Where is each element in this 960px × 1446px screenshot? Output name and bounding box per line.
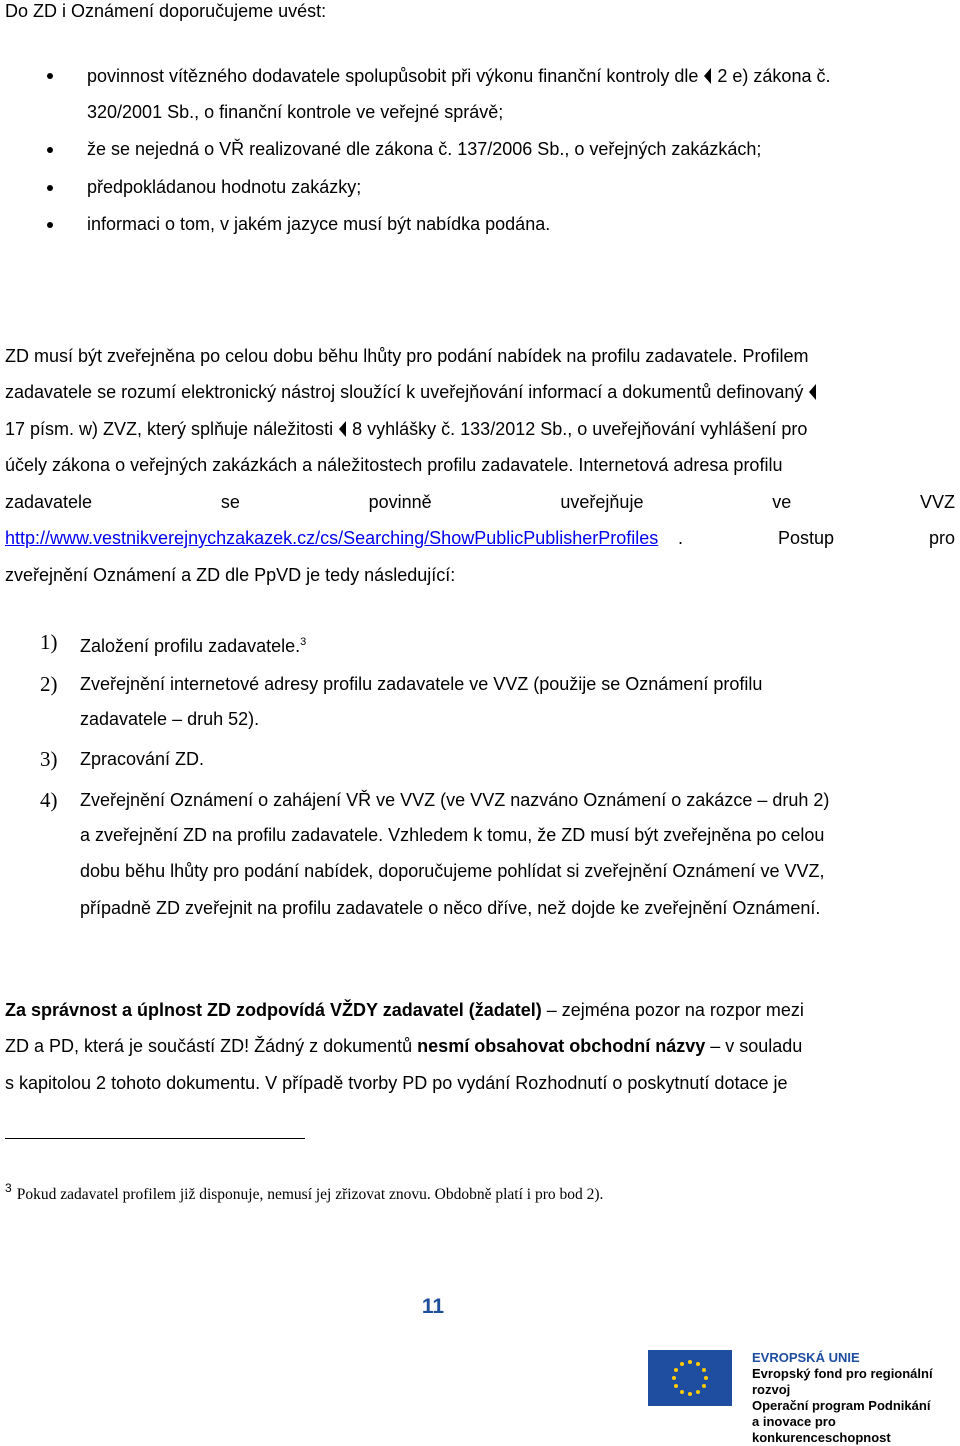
step-text: Zpracování ZD.: [80, 749, 205, 769]
step-text-cont: a zveřejnění ZD na profilu zadavatele. Vzhledem k tomu, že ZD musí být zveřejněna po celou: [80, 825, 825, 845]
step-text: Založení profilu zadavatele.$^3$: [80, 636, 307, 656]
bullet-icon: [47, 185, 53, 191]
para1-line-5: zadavatele se povinně uveřejňuje ve VVZ: [5, 492, 955, 512]
section-sign-icon: [809, 384, 816, 400]
para2-line-2: ZD a PD, která je součástí ZD! Žádný z dokumentů nesmí obsahovat obchodní názvy – v souladu: [5, 1036, 803, 1056]
para1-line-6: http://www.vestnikverejnychzakazek.cz/cs/Searching/ShowPublicPublisherProfiles . Postup pro: [5, 528, 955, 548]
bullet-item-2: že se nejedná o VŘ realizované dle zákona č. 137/2006 Sb., o veřejných zakázkách;: [87, 139, 762, 159]
bullet-icon: [47, 222, 53, 228]
footnote-text: Pokud zadavatel profilem již disponuje, nemusí jej zřizovat znovu. Obdobně platí i pro bod 2).: [16, 1186, 604, 1203]
para1-line-2: zadavatele se rozumí elektronický nástroj sloužící k uveřejňování informací a dokumentů definovaný: [5, 374, 955, 410]
footnote-number: 3: [5, 1181, 12, 1195]
step-text: Zveřejnění Oznámení o zahájení VŘ ve VVZ (ve VVZ nazváno Oznámení o zakázce – druh 2): [80, 790, 830, 810]
profile-link[interactable]: http://www.vestnikverejnychzakazek.cz/cs/Searching/ShowPublicPublisherProfiles: [5, 528, 659, 548]
eu-title: EVROPSKÁ UNIE: [752, 1350, 860, 1365]
page-number: 11: [421, 1295, 445, 1318]
step-text: Zveřejnění internetové adresy profilu zadavatele ve VVZ (použije se Oznámení profilu: [80, 674, 763, 694]
para1-line-1: ZD musí být zveřejněna po celou dobu běhu lhůty pro podání nabídek na profilu zadavatele. Profilem: [5, 346, 809, 366]
step-text-cont: zadavatele – druh 52).: [80, 709, 260, 729]
section-sign-icon: [704, 68, 711, 84]
step-number: 2): [40, 672, 58, 696]
eu-flag-icon: [648, 1350, 732, 1406]
para2-line-3: s kapitolou 2 tohoto dokumentu. V případě tvorby PD po vydání Rozhodnutí o poskytnutí dotace je: [5, 1073, 788, 1093]
footnote-ref[interactable]: 3: [300, 636, 307, 648]
bullet-item-3: předpokládanou hodnotu zakázky;: [87, 177, 362, 197]
eu-line-3: a inovace pro konkurenceschopnost: [752, 1414, 891, 1445]
eu-line-2: Operační program Podnikání: [752, 1398, 931, 1413]
para1-line-3: 17 písm. w) ZVZ, který splňuje náležitosti 8 vyhlášky č. 133/2012 Sb., o uveřejňování vyhlášení pro: [5, 419, 808, 439]
step-number: 1): [40, 630, 58, 654]
eu-line-1: Evropský fond pro regionální rozvoj: [752, 1366, 933, 1397]
step-number: 4): [40, 788, 58, 812]
footnote: [5, 1181, 603, 1204]
para2-line-1: Za správnost a úplnost ZD zodpovídá VŽDY zadavatel (žadatel) – zejména pozor na rozpor mezi: [5, 1000, 804, 1020]
para1-line-4: účely zákona o veřejných zakázkách a náležitostech profilu zadavatele. Internetová adresa profilu: [5, 455, 783, 475]
eu-logo-text: [752, 1350, 960, 1446]
bullet-item-1-cont: 320/2001 Sb., o finanční kontrole ve veřejné správě;: [87, 102, 504, 122]
section-sign-icon: [339, 421, 346, 437]
footnote-rule: [5, 1138, 305, 1139]
bullet-item-4: informaci o tom, v jakém jazyce musí být nabídka podána.: [87, 214, 551, 234]
bullet-icon: [47, 73, 53, 79]
step-text-cont: dobu běhu lhůty pro podání nabídek, doporučujeme pohlídat si zveřejnění Oznámení ve VVZ,: [80, 861, 825, 881]
intro-line: Do ZD i Oznámení doporučujeme uvést:: [5, 1, 327, 21]
para1-line-7: zveřejnění Oznámení a ZD dle PpVD je tedy následující:: [5, 565, 456, 585]
step-text-cont: případně ZD zveřejnit na profilu zadavatele o něco dříve, než dojde ke zveřejnění Oznámení.: [80, 898, 821, 918]
bullet-icon: [47, 147, 53, 153]
step-number: 3): [40, 747, 58, 771]
bullet-item-1: povinnost vítězného dodavatele spolupůsobit při výkonu finanční kontroly dle 2 e) zákona č.: [87, 66, 831, 86]
